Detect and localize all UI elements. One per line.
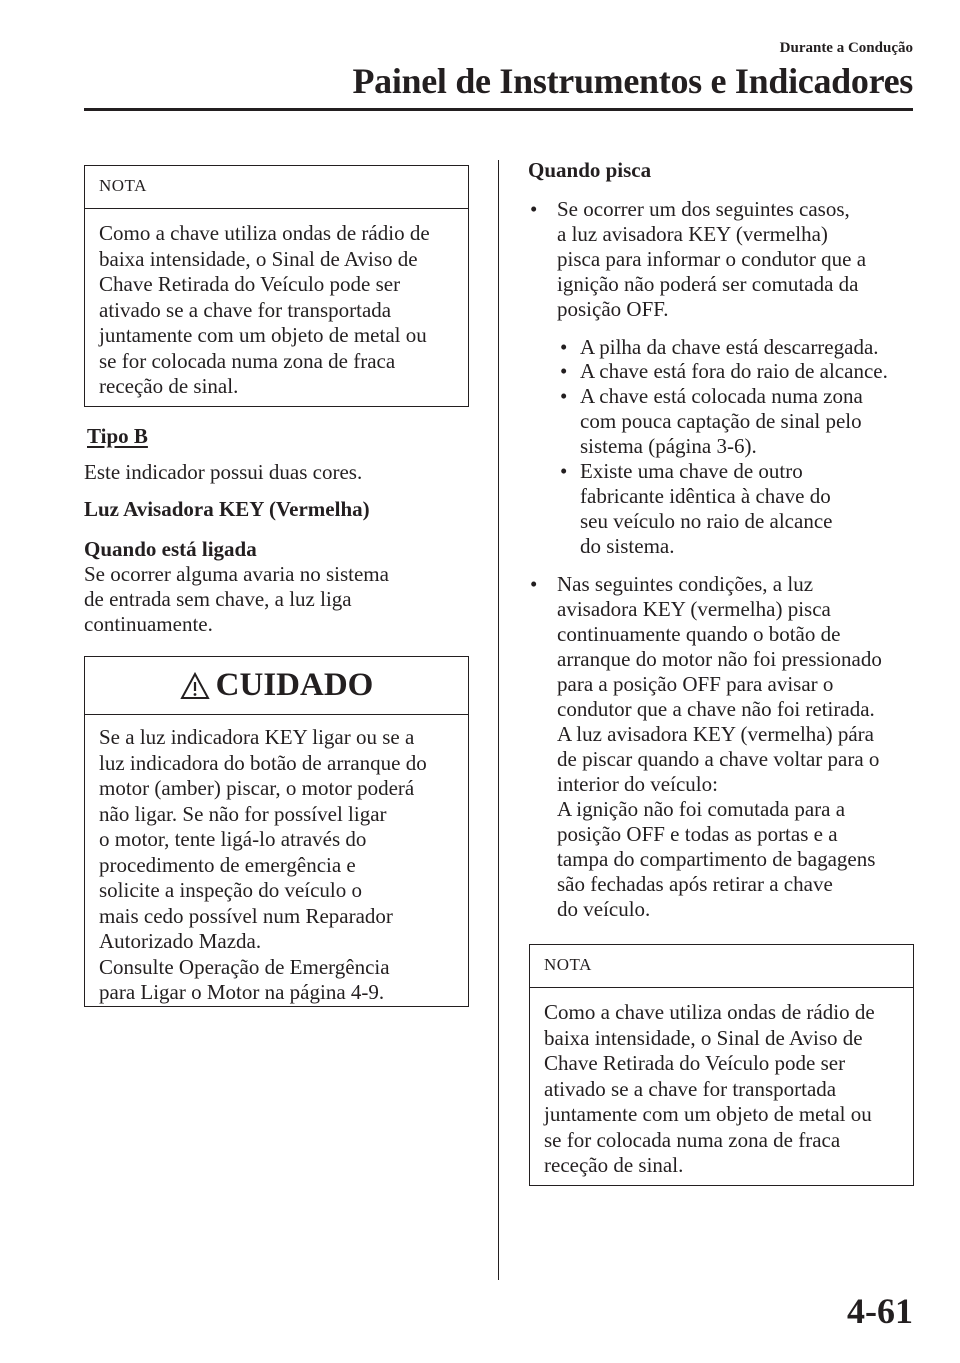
sub-bullet-item	[560, 335, 940, 360]
note-heading: NOTA	[85, 166, 468, 209]
header-divider	[84, 108, 913, 111]
note-box-right	[529, 944, 914, 1186]
when-on-body: Se ocorrer alguma avaria no sistema de entrada sem chave, a luz liga continuamente.	[84, 562, 389, 636]
bullet-glyph: •	[530, 572, 538, 596]
type-description: Este indicador possui duas cores.	[84, 460, 363, 484]
sub-bullet-text: A chave está fora do raio de alcance.	[580, 359, 888, 383]
sub-bullet-text: A chave está colocada numa zona com pouca captação de sinal pelo sistema (página 3-6).	[580, 384, 863, 458]
bullet-text: Se ocorrer um dos seguintes casos, a luz avisadora KEY (vermelha) pisca para informar o condutor que a ignição não poderá ser comutada da posição OFF.	[557, 197, 867, 321]
caution-header	[85, 657, 468, 715]
bullet-item	[530, 572, 940, 922]
bullet-item	[530, 197, 930, 322]
bullet-glyph: •	[560, 459, 568, 483]
caution-body: Se a luz indicadora KEY ligar ou se a luz indicadora do botão de arranque do motor (amber) piscar, o motor poderá não ligar. Se não for possível ligar o motor, tente ligá-lo através do procedimento de emergência e solicite a inspeção do veículo o mais cedo possível num Reparador Autorizado Mazda. Consulte Operação de Emergência para Ligar o Motor na página 4-9.	[99, 725, 427, 1004]
sub-bullet-item	[560, 459, 940, 559]
column-divider	[498, 160, 499, 1280]
sub-bullet-item	[560, 359, 940, 384]
bullet-glyph: •	[560, 335, 568, 359]
caution-box	[84, 656, 469, 1007]
sub-bullet-item	[560, 384, 940, 459]
bullet-text: Nas seguintes condições, a luz avisadora KEY (vermelha) pisca continuamente quando o botão de arranque do motor não foi pressionado para a posição OFF para avisar o condutor que a chave não foi retirada. A luz avisadora KEY (vermelha) pára de piscar quando a chave voltar para o interior do veículo: A ignição não foi comutada para a posição OFF e todas as portas e a tampa do compartimento de bagagens são fechadas após retirar a chave do veículo.	[557, 572, 882, 921]
key-light-heading: Luz Avisadora KEY (Vermelha)	[84, 497, 370, 521]
bullet-glyph: •	[530, 197, 538, 221]
note-body: Como a chave utiliza ondas de rádio de baixa intensidade, o Sinal de Aviso de Chave Retirada do Veículo pode ser ativado se a chave for transportada juntamente com um objeto de metal ou se for colocada numa zona de fraca receção de sinal.	[99, 221, 430, 398]
caution-heading: CUIDADO	[215, 667, 374, 703]
note-body: Como a chave utiliza ondas de rádio de baixa intensidade, o Sinal de Aviso de Chave Retirada do Veículo pode ser ativado se a chave for transportada juntamente com um objeto de metal ou se for colocada numa zona de fraca receção de sinal.	[544, 1000, 875, 1177]
type-heading: Tipo B	[87, 424, 148, 448]
blink-heading: Quando pisca	[528, 158, 652, 182]
section-label: Durante a Condução	[779, 40, 913, 56]
sub-bullet-text: A pilha da chave está descarregada.	[580, 335, 879, 359]
bullet-glyph: •	[560, 359, 568, 383]
warning-triangle-icon	[180, 672, 210, 700]
note-heading: NOTA	[530, 945, 913, 988]
note-box-left	[84, 165, 469, 407]
page-number: 4-61	[847, 1291, 913, 1331]
sub-bullet-text: Existe uma chave de outro fabricante idêntica à chave do seu veículo no raio de alcance do sistema.	[580, 459, 833, 558]
chapter-title: Painel de Instrumentos e Indicadores	[352, 61, 913, 101]
bullet-glyph: •	[560, 384, 568, 408]
when-on-heading: Quando está ligada	[84, 537, 257, 561]
